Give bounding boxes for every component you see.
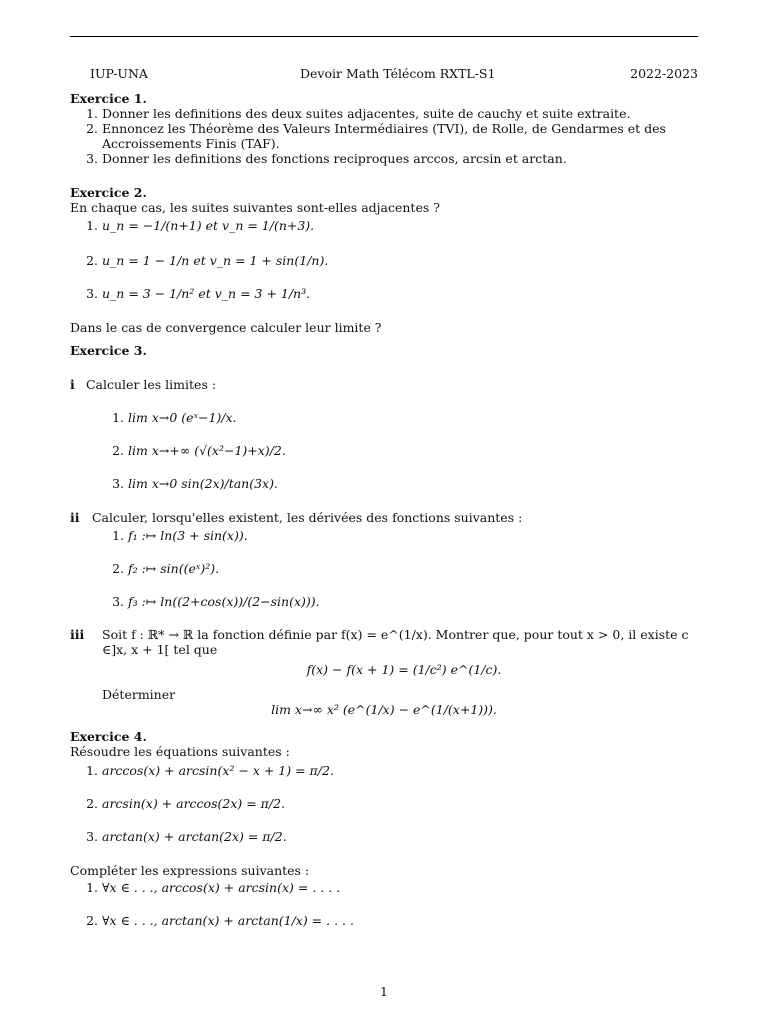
exercise-4-item-3: 3. arctan(x) + arctan(2x) = π/2. [86,829,287,844]
exercise-1-item-2: 2. Ennoncez les Théorème des Valeurs Intermédiaires (TVI), de Rolle, de Gendarmes et des Accroissements Finis (TAF). [102,121,698,151]
exercise-2 [70,185,698,215]
page-header [70,66,698,82]
part-ii-item-2: 2. f₂ :↦ sin((eˣ)²). [112,561,220,576]
part-i-item-3: 3. lim x→0 sin(2x)/tan(3x). [112,476,278,491]
exercise-3-part-i: i Calculer les limites : [70,377,217,392]
exercise-4-complete-1: 1. ∀x ∈ . . ., arccos(x) + arcsin(x) = . . . . [86,880,341,895]
exercise-4-item-1: 1. arccos(x) + arcsin(x² − x + 1) = π/2. [86,763,334,778]
exercise-2-item-2: 2. u_n = 1 − 1/n et v_n = 1 + sin(1/n). [86,253,329,268]
exercise-4-item-2: 2. arcsin(x) + arccos(2x) = π/2. [86,796,286,811]
exercise-1-title: Exercice 1. [70,91,147,106]
page-number: 1 [380,984,388,999]
part-i-item-2: 2. lim x→+∞ (√(x²−1)+x)/2. [112,443,286,458]
part-i-text: Calculer les limites : [85,377,217,392]
part-ii-text: Calculer, lorsqu'elles existent, les dérivées des fonctions suivantes : [91,510,523,525]
part-iii-equation-1: f(x) − f(x + 1) = (1/c²) e^(1/c). [306,662,502,677]
part-iii-determiner: Déterminer [102,687,176,702]
part-iii-equation-2: lim x→∞ x² (e^(1/x) − e^(1/(x+1))). [271,702,497,717]
exercise-4-intro: Résoudre les équations suivantes : [70,744,290,759]
exercise-4-title: Exercice 4. [70,729,147,744]
part-ii-item-3: 3. f₃ :↦ ln((2+cos(x))/(2−sin(x))). [112,594,320,609]
exercise-3-part-iii: iii Soit f : ℝ* → ℝ la fonction définie par f(x) = e^(1/x). Montrer que, pour tout x > 0, il existe c ∈]x, x + 1[ tel que [70,627,698,657]
exercise-2-item-3: 3. u_n = 3 − 1/n² et v_n = 3 + 1/n³. [86,286,311,301]
exercise-3-title: Exercice 3. [70,343,147,358]
exercise-1-item-1: 1. Donner les definitions des deux suites adjacentes, suite de cauchy et suite extraite. [102,106,698,121]
exercise-3-part-ii: ii Calculer, lorsqu'elles existent, les dérivées des fonctions suivantes : [70,510,523,525]
exercise-2-outro: Dans le cas de convergence calculer leur limite ? [70,320,382,335]
part-i-item-1: 1. lim x→0 (eˣ−1)/x. [112,410,237,425]
exercise-2-item-1: 1. u_n = −1/(n+1) et v_n = 1/(n+3). [86,218,315,233]
header-center: Devoir Math Télécom RXTL-S1 [300,66,496,81]
header-right: 2022-2023 [630,66,698,81]
top-rule [70,36,698,37]
exercise-2-intro: En chaque cas, les suites suivantes sont-elles adjacentes ? [70,200,440,215]
exercise-2-title: Exercice 2. [70,185,147,200]
exercise-4-complete-2: 2. ∀x ∈ . . ., arctan(x) + arctan(1/x) = . . . . [86,913,354,928]
exercise-4 [70,729,698,759]
header-left: IUP-UNA [90,66,148,81]
part-ii-item-1: 1. f₁ :↦ ln(3 + sin(x)). [112,528,248,543]
exercise-1-item-3: 3. Donner les definitions des fonctions reciproques arccos, arcsin et arctan. [102,151,698,166]
exercise-1 [70,91,698,166]
exercise-4-intro-2: Compléter les expressions suivantes : [70,863,310,878]
part-iii-text: Soit f : ℝ* → ℝ la fonction définie par f(x) = e^(1/x). Montrer que, pour tout x > 0, il existe c ∈]x, x + 1[ tel que [102,627,689,657]
